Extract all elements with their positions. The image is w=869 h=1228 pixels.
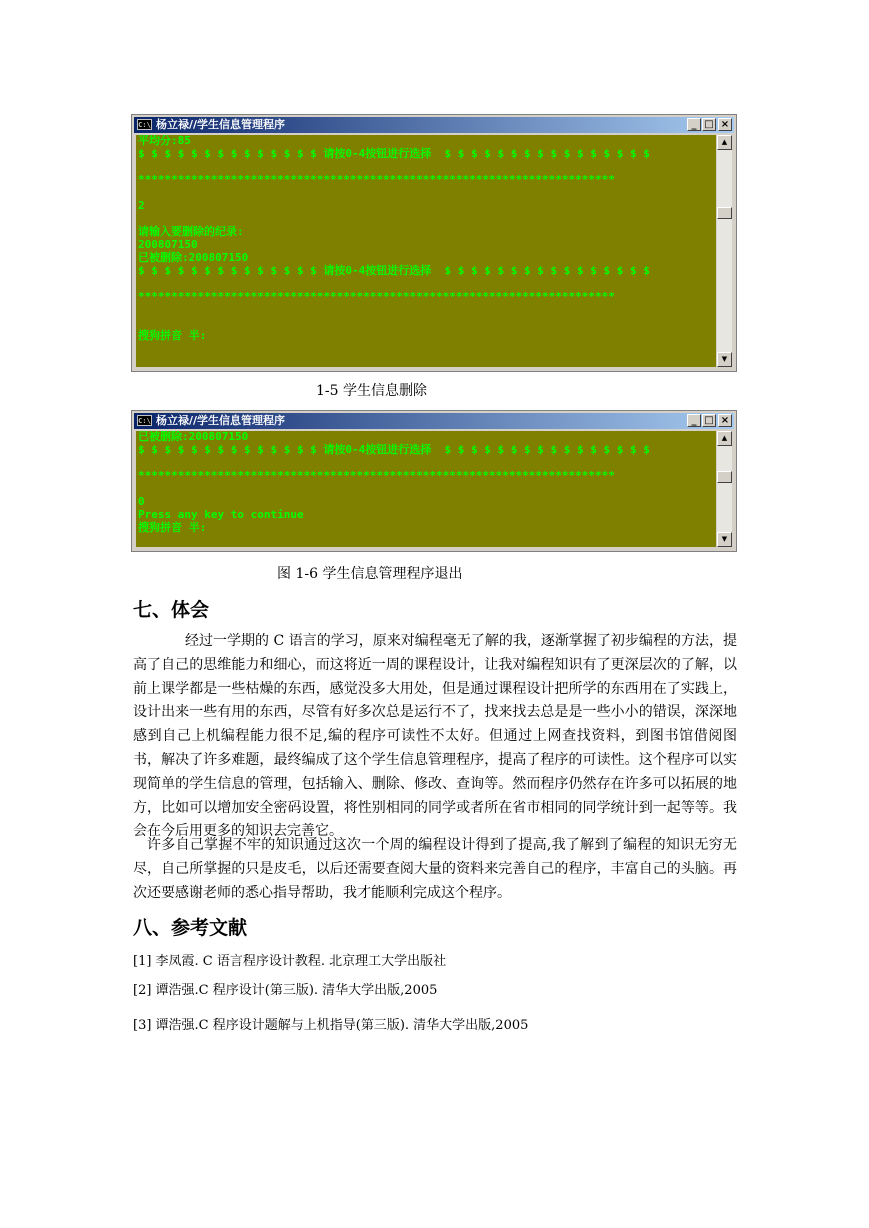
scroll-up-icon[interactable]: ▲ [717,135,732,150]
console-line: 搜狗拼音 半: [138,521,207,534]
reference-item-2: [2] 谭浩强.C 程序设计(第三版). 清华大学出版,2005 [133,983,438,998]
close-icon[interactable]: × [718,414,732,427]
section-heading-reflection: 七、体会 [133,599,210,621]
vertical-scrollbar[interactable] [717,135,732,367]
window-titlebar[interactable] [134,117,734,133]
console-line: Press any key to continue [138,508,304,521]
figure-caption-1-6: 图 1-6 学生信息管理程序退出 [277,566,463,582]
console-line: 已被删除:200807150 [138,251,249,264]
window-titlebar[interactable] [134,413,734,429]
console-line: 请输入要删除的纪录: [138,225,244,238]
window-title: 杨立禄//学生信息管理程序 [156,118,286,131]
scroll-thumb[interactable] [717,207,732,219]
window-controls [686,118,732,132]
reference-item-3: [3] 谭浩强.C 程序设计题解与上机指导(第三版). 清华大学出版,2005 [133,1018,529,1033]
console-icon: C:\ [138,417,151,425]
console-line: ************************************************************************ [138,469,615,482]
window-controls [686,414,732,428]
close-icon[interactable]: × [718,118,732,131]
console-line: ************************************************************************ [138,290,615,303]
maximize-icon[interactable]: □ [702,118,716,131]
minimize-icon[interactable]: _ [687,414,701,427]
vertical-scrollbar[interactable] [717,431,732,547]
console-window-exit [131,410,737,552]
scroll-thumb[interactable] [717,471,732,483]
console-line: 2 [138,199,145,212]
console-output [136,431,716,547]
section-heading-references: 八、参考文献 [133,917,248,939]
reference-item-1: [1] 李凤霞. C 语言程序设计教程. 北京理工大学出版社 [133,954,447,969]
scroll-down-icon[interactable]: ▼ [717,532,732,547]
scroll-up-icon[interactable]: ▲ [717,431,732,446]
figure-caption-1-5: 1-5 学生信息删除 [316,383,427,399]
scroll-down-icon[interactable]: ▼ [717,352,732,367]
console-line: 200807150 [138,238,198,251]
console-line: $ $ $ $ $ $ $ $ $ $ $ $ $ $ 请按0-4按钮进行选择 $ $ $ $ $ $ $ $ $ $ $ $ $ $ $ $ [138,147,650,160]
console-output [136,135,716,367]
console-icon: C:\ [138,121,151,129]
console-line: 搜狗拼音 半: [138,329,207,342]
reflection-paragraph-1: 经过一学期的 C 语言的学习，原来对编程毫无了解的我，逐渐掌握了初步编程的方法，提高了自己的思维能力和细心，而这将近一周的课程设计，让我对编程知识有了更深层次的了解，以前上课学都是一些枯燥的东西，感觉没多大用处，但是通过课程设计把所学的东西用在了实践上，设计出来一些有用的东西，尽管有好多次总是运行不了，找来找去总是是一些小小的错误，深深地感到自己上机编程能力很不足,编的程序可读性不太好。但通过上网查找资料，到图书馆借阅图书，解决了许多难题，最终编成了这个学生信息管理程序，提高了程序的可读性。这个程序可以实现简单的学生信息的管理，包括输入、删除、修改、查询等。然而程序仍然存在许多可以拓展的地方，比如可以增加安全密码设置，将性别相同的同学或者所在省市相同的同学统计到一起等等。我会在今后用更多的知识去完善它。 [133,633,737,840]
minimize-icon[interactable]: _ [687,118,701,131]
console-line: 已被删除:200807150 [138,431,249,443]
window-title: 杨立禄//学生信息管理程序 [156,414,286,427]
console-line: 0 [138,495,145,508]
reflection-paragraph-2: 许多自己掌握不牢的知识通过这次一个周的编程设计得到了提高,我了解到了编程的知识无穷无尽，自己所掌握的只是皮毛，以后还需要查阅大量的资料来完善自己的程序，丰富自己的头脑。再次还要感谢老师的悉心指导帮助，我才能顺利完成这个程序。 [133,837,737,901]
maximize-icon[interactable]: □ [702,414,716,427]
console-line: $ $ $ $ $ $ $ $ $ $ $ $ $ $ 请按0-4按钮进行选择 $ $ $ $ $ $ $ $ $ $ $ $ $ $ $ $ [138,264,650,277]
console-line: 平均分:85 [138,135,191,147]
console-line: ************************************************************************ [138,173,615,186]
console-line: $ $ $ $ $ $ $ $ $ $ $ $ $ $ 请按0-4按钮进行选择 $ $ $ $ $ $ $ $ $ $ $ $ $ $ $ $ [138,443,650,456]
console-window-delete [131,114,737,372]
